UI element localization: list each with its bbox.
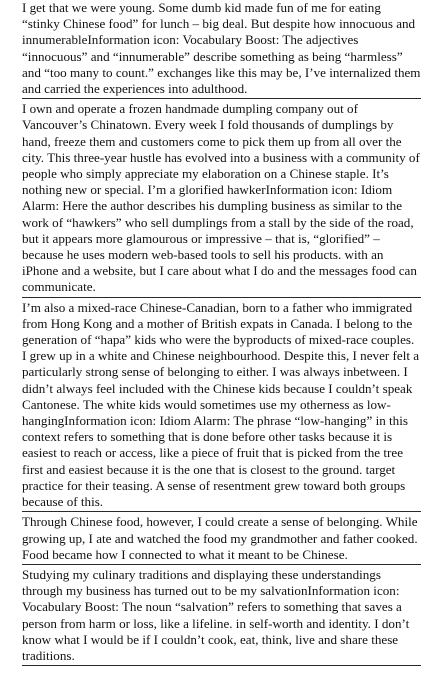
paragraph-4: Through Chinese food, however, I could create a sense of belonging. While growing up, I ate and watched the food my grandmother and father cooked. Food became how I connected to what it meant to be Chinese. [22,514,421,565]
paragraph-5: Studying my culinary traditions and displaying these understandings through my business has turned out to be my salvationInformation icon: Vocabulary Boost: The noun “salvation” refers to something that saves a person from harm or loss, like a lifeline. in self-worth and identity. I don’t know what I would be if I couldn’t cook, eat, think, live and share these traditions. [22,567,421,666]
paragraph-2: I own and operate a frozen handmade dumpling company out of Vancouver’s Chinatown. Every week I fold thousands of dumplings by hand, freeze them and customers come to pick them up from all over the city. This three-year hustle has evolved into a business with a community of people who simply appreciate my elaboration on a Chinese staple. It’s nothing new or special. I’m a glorified hawkerInformation icon: Idiom Alarm: Here the author describes his dumpling business as similar to the work of “hawkers” who sell dumplings from a stall by the side of the road, but it appears more glamourous or impressive – that is, “glorified” – because he uses modern web-based tools to sell his products. with an iPhone and a website, but I care about what I do and the messages food can communicate. [22,101,421,297]
paragraph-1: I get that we were young. Some dumb kid made fun of me for eating “stinky Chinese food” for lunch – big deal. But despite how innocuous and innumerableInformation icon: Vocabulary Boost: The adjectives “innocuous” and “innumerable” describe something as being “harmless” and “too many to count.” exchanges like this may be, I’ve internalized them and carried the experiences into adulthood. [22,0,421,99]
paragraph-3: I’m also a mixed-race Chinese-Canadian, born to a father who immigrated from Hong Kong and a mother of British expats in Canada. I belong to the generation of “hapa” kids who were the byproducts of mixed-race couples. I grew up in a white and Chinese neighbourhood. Despite this, I never felt a particularly strong sense of belonging to either. I was always inbetween. I didn’t always feel included with the Chinese kids because I couldn’t speak Cantonese. The white kids would sometimes use my otherness as low-hangingInformation icon: Idiom Alarm: The phrase “low-hanging” in this context refers to something that is done before other tasks because it is easiest to reach or access, like a piece of fruit that is picked from the tree first and easiest because it is the one that is closest to the ground. target practice for their teasing. A sense of resentment grew toward both groups because of this. [22,300,421,513]
